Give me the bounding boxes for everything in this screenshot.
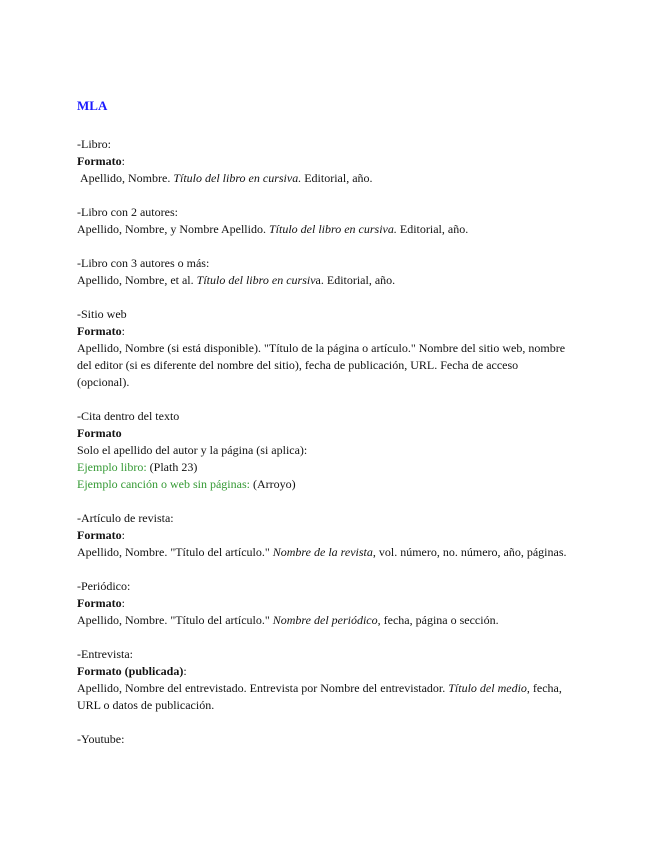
- section-heading: -Libro:: [77, 137, 111, 151]
- section-entrevista: [77, 646, 567, 714]
- section-cita-texto: [77, 408, 567, 493]
- format-label: Formato: [77, 426, 122, 440]
- page-title: MLA: [77, 98, 108, 113]
- colon: :: [121, 596, 125, 610]
- section-heading: -Libro con 2 autores:: [77, 205, 178, 219]
- example-value: (Plath 23): [146, 460, 198, 474]
- section-libro-2-autores: [77, 204, 567, 238]
- citation-prefix: Apellido, Nombre, y Nombre Apellido.: [77, 222, 269, 236]
- citation-prefix: Apellido, Nombre. "Título del artículo.": [77, 545, 273, 559]
- section-heading: -Periódico:: [77, 579, 131, 593]
- section-heading: -Youtube:: [77, 732, 125, 746]
- citation-title: Nombre del periódico: [272, 613, 378, 627]
- citation-format: [77, 544, 567, 561]
- format-line: [77, 153, 567, 170]
- format-label: Formato: [77, 596, 122, 610]
- format-line: [77, 663, 567, 680]
- format-line: [77, 425, 567, 442]
- citation-title: Nombre de la revista: [272, 545, 373, 559]
- citation-format: Apellido, Nombre (si está disponible). "Título de la página o artículo." Nombre del sitio web, nombre del editor (si es diferente del nombre del sitio), fecha de publicación, URL. Fecha de acceso (opcional).: [77, 341, 566, 389]
- document-page: [77, 97, 567, 765]
- colon: :: [121, 528, 125, 542]
- example-line: [77, 459, 567, 476]
- citation-format: [77, 221, 567, 238]
- format-line: [77, 323, 567, 340]
- format-label: Formato: [77, 528, 122, 542]
- section-sitio-web: [77, 306, 567, 391]
- citation-suffix: , fecha, página o sección.: [377, 613, 499, 627]
- citation-prefix: Apellido, Nombre.: [77, 171, 174, 185]
- citation-prefix: Apellido, Nombre. "Título del artículo.": [77, 613, 273, 627]
- section-libro-3-autores: [77, 255, 567, 289]
- citation-format: [77, 272, 567, 289]
- citation-prefix: Apellido, Nombre, et al.: [77, 273, 197, 287]
- section-heading: -Libro con 3 autores o más:: [77, 256, 210, 270]
- citation-format: [77, 170, 567, 187]
- format-line: [77, 527, 567, 544]
- section-libro: [77, 136, 567, 187]
- citation-format: [77, 612, 567, 629]
- format-label: Formato: [77, 154, 122, 168]
- section-heading: -Sitio web: [77, 307, 127, 321]
- citation-title: Título del libro en cursiva.: [268, 222, 397, 236]
- citation-title: Título del libro en cursiva.: [173, 171, 302, 185]
- citation-format: [77, 680, 567, 714]
- section-revista: [77, 510, 567, 561]
- section-heading: -Entrevista:: [77, 647, 133, 661]
- example-line: [77, 476, 567, 493]
- citation-prefix: Apellido, Nombre del entrevistado. Entrevista por Nombre del entrevistador.: [77, 681, 449, 695]
- citation-format: Solo el apellido del autor y la página (si aplica):: [77, 443, 308, 457]
- format-label: Formato: [77, 324, 122, 338]
- colon: :: [121, 324, 125, 338]
- colon: :: [121, 154, 125, 168]
- section-youtube: [77, 731, 567, 748]
- format-line: [77, 595, 567, 612]
- citation-title: Título del libro en cursiv: [196, 273, 316, 287]
- section-periodico: [77, 578, 567, 629]
- section-heading: -Artículo de revista:: [77, 511, 174, 525]
- citation-suffix: , vol. número, no. número, año, páginas.: [372, 545, 567, 559]
- colon: :: [183, 664, 187, 678]
- citation-suffix: a. Editorial, año.: [315, 273, 396, 287]
- format-label: Formato (publicada): [77, 664, 184, 678]
- example-label: Ejemplo libro:: [77, 460, 147, 474]
- citation-title: Título del medio: [448, 681, 527, 695]
- citation-suffix: Editorial, año.: [396, 222, 469, 236]
- example-value: (Arroyo): [249, 477, 296, 491]
- section-heading: -Cita dentro del texto: [77, 409, 180, 423]
- citation-suffix: Editorial, año.: [301, 171, 373, 185]
- example-label: Ejemplo canción o web sin páginas:: [77, 477, 250, 491]
- citation-suffix: , fecha, URL o datos de publicación.: [77, 681, 562, 712]
